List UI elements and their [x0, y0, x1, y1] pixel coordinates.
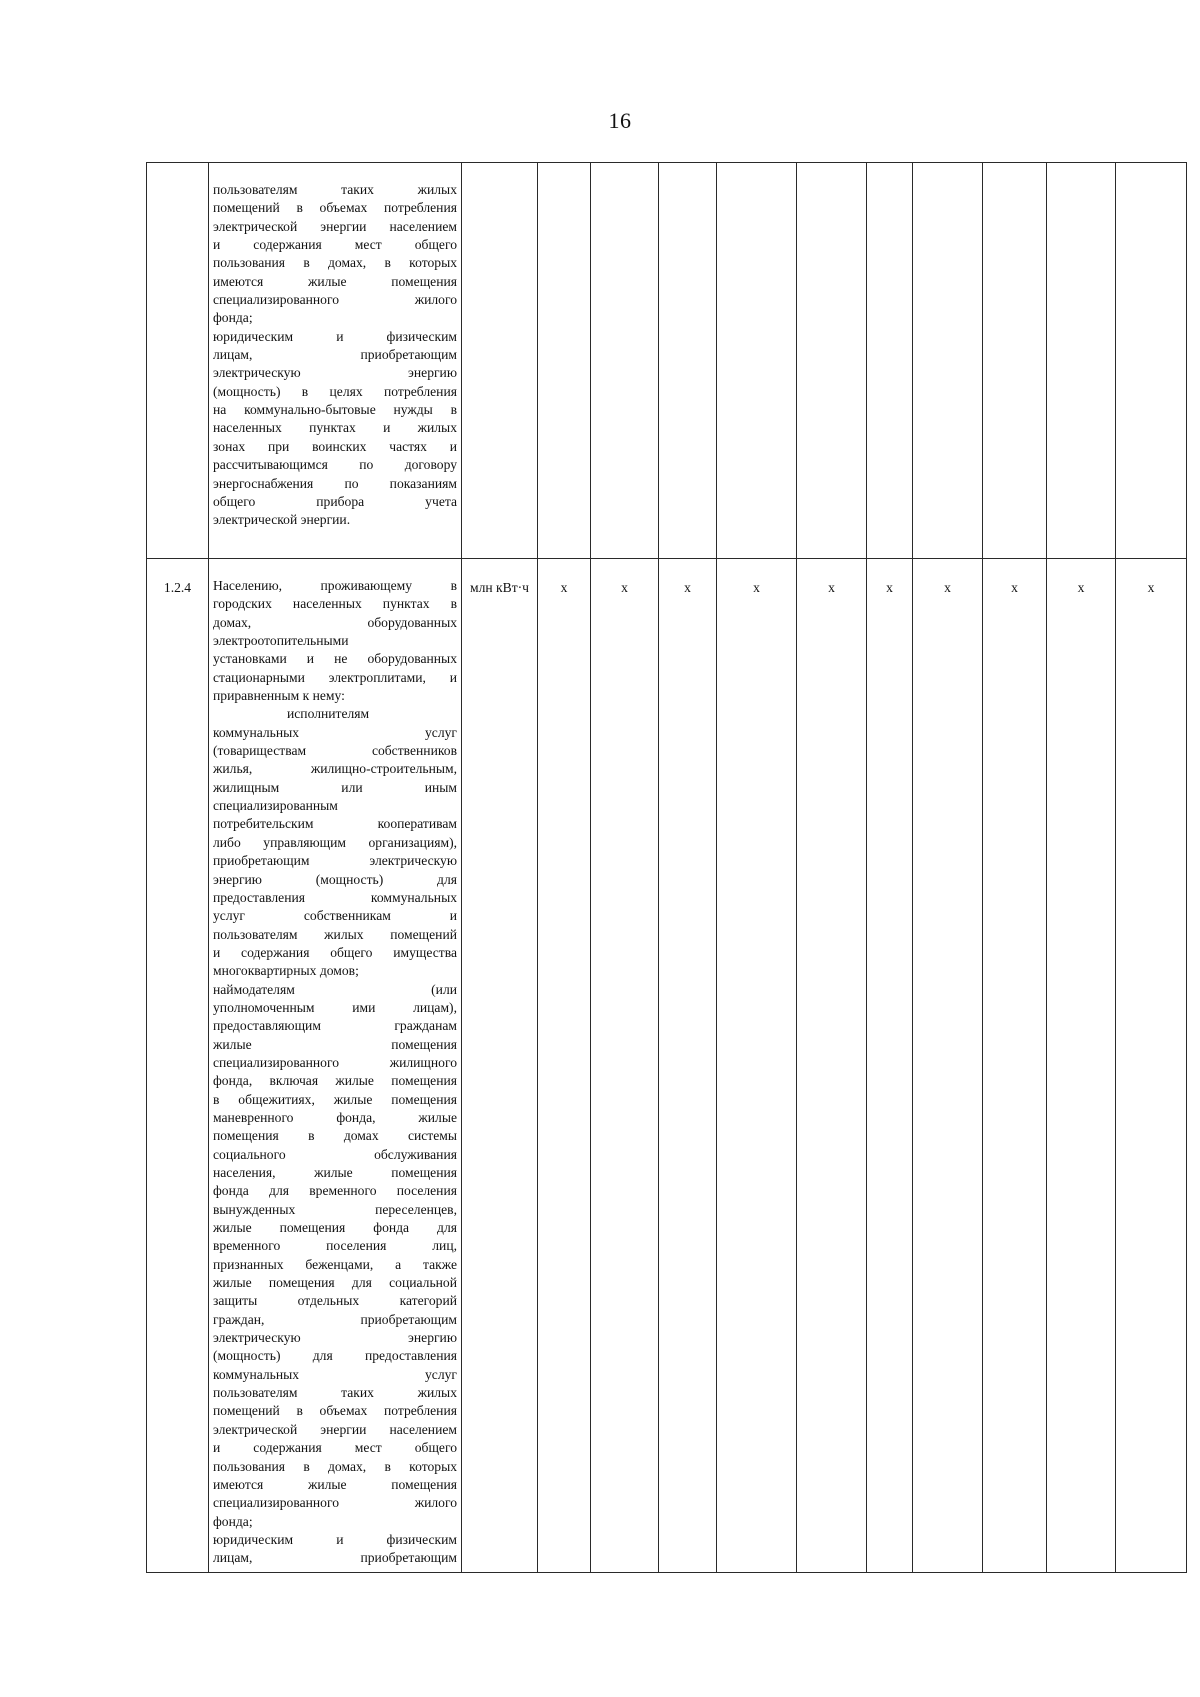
- description-line: фонда для временного поселения: [213, 1183, 457, 1199]
- description-line: защиты отдельных категорий: [213, 1293, 457, 1309]
- tariff-table: [146, 162, 1187, 1573]
- table-row: [147, 559, 1187, 1573]
- description-line: Населению, проживающему в: [213, 578, 457, 593]
- value-cell: [983, 163, 1047, 559]
- row-number-cell: 1.2.4: [147, 559, 209, 1573]
- unit-cell: млн кВт·ч: [462, 559, 538, 1573]
- page-number: 16: [608, 108, 632, 133]
- description-line: специализированного жилищного: [213, 1054, 457, 1070]
- description-cell: [209, 559, 462, 1573]
- description-line: жилые помещения: [213, 1036, 457, 1052]
- description-line: энергию (мощность) для: [213, 871, 457, 887]
- value-cell: х: [1047, 559, 1116, 1573]
- description-line: специализированным: [213, 798, 338, 814]
- description-line: юридическим и физическим: [213, 328, 457, 344]
- description-line: электрической энергии населением: [213, 218, 457, 234]
- description-line: приобретающим электрическую: [213, 853, 457, 869]
- description-line: жилья, жилищно-строительным,: [213, 761, 457, 777]
- description-line: предоставления коммунальных: [213, 889, 457, 905]
- value-cell: [717, 163, 797, 559]
- value-cell: х: [659, 559, 717, 1573]
- description-line: установками и не оборудованных: [213, 651, 457, 667]
- description-line: стационарными электроплитами, и: [213, 669, 457, 685]
- description-line: социального обслуживания: [213, 1146, 457, 1162]
- description-line: энергоснабжения по показаниям: [213, 475, 457, 491]
- row-number-cell: [147, 163, 209, 559]
- description-line: городских населенных пунктах в: [213, 596, 457, 612]
- description-line: имеются жилые помещения: [213, 273, 457, 289]
- table-row: [147, 163, 1187, 559]
- value-cell: [1116, 163, 1187, 559]
- description-line: исполнителям: [287, 706, 370, 722]
- description-line: лицам, приобретающим: [213, 1550, 457, 1566]
- description-line: услуг собственникам и: [213, 908, 457, 924]
- description-line: и содержания мест общего: [213, 237, 457, 253]
- description-line: помещений в объемах потребления: [213, 1403, 457, 1419]
- value-cell: х: [983, 559, 1047, 1573]
- value-cell: х: [591, 559, 659, 1573]
- value-cell: [913, 163, 983, 559]
- description-line: признанных беженцами, а также: [213, 1256, 457, 1272]
- description-line: и содержания общего имущества: [213, 944, 457, 960]
- description-line: приравненным к нему:: [213, 688, 345, 704]
- description-line: электрической энергии населением: [213, 1421, 457, 1437]
- description-line: населенных пунктах и жилых: [213, 420, 457, 436]
- description-line: либо управляющим организациям),: [213, 834, 457, 850]
- description-line: фонда;: [213, 1513, 253, 1529]
- description-line: на коммунально-бытовые нужды в: [213, 402, 457, 418]
- description-line: общего прибора учета: [213, 493, 457, 509]
- value-cell: х: [913, 559, 983, 1573]
- description-line: пользователям жилых помещений: [213, 926, 457, 942]
- description-line: предоставляющим гражданам: [213, 1018, 457, 1034]
- description-line: помещений в объемах потребления: [213, 200, 457, 216]
- value-cell: х: [797, 559, 867, 1573]
- description-line: пользования в домах, в которых: [213, 1458, 457, 1474]
- description-line: электрическую энергию: [213, 1330, 457, 1346]
- description-line: помещения в домах системы: [213, 1128, 457, 1144]
- description-line: пользования в домах, в которых: [213, 255, 457, 271]
- value-cell: [1047, 163, 1116, 559]
- description-line: потребительским кооперативам: [213, 816, 457, 832]
- description-line: электрическую энергию: [213, 365, 457, 381]
- description-line: временного поселения лиц,: [213, 1238, 457, 1254]
- description-line: фонда, включая жилые помещения: [213, 1073, 457, 1089]
- description-line: пользователям таких жилых: [213, 1385, 457, 1401]
- description-line: имеются жилые помещения: [213, 1476, 457, 1492]
- description-line: наймодателям (или: [213, 981, 457, 997]
- description-line: электроотопительными: [213, 633, 349, 649]
- value-cell: [591, 163, 659, 559]
- description-line: уполномоченным ими лицам),: [213, 999, 457, 1015]
- description-line: коммунальных услуг: [213, 1366, 457, 1382]
- description-line: жилищным или иным: [213, 779, 457, 795]
- description-line: (мощность) в целях потребления: [213, 383, 457, 399]
- description-line: лицам, приобретающим: [213, 347, 457, 363]
- value-cell: х: [717, 559, 797, 1573]
- description-line: домах, оборудованных: [213, 614, 457, 630]
- description-line: фонда;: [213, 310, 253, 326]
- description-line: специализированного жилого: [213, 1495, 457, 1511]
- description-line: (мощность) для предоставления: [213, 1348, 457, 1364]
- description-line: и содержания мест общего: [213, 1440, 457, 1456]
- description-line: многоквартирных домов;: [213, 963, 359, 979]
- value-cell: х: [1116, 559, 1187, 1573]
- value-cell: х: [867, 559, 913, 1573]
- description-line: вынужденных переселенцев,: [213, 1201, 457, 1217]
- description-line: населения, жилые помещения: [213, 1165, 457, 1180]
- description-line: в общежитиях, жилые помещения: [213, 1091, 457, 1107]
- description-line: специализированного жилого: [213, 292, 457, 308]
- description-line: граждан, приобретающим: [213, 1311, 457, 1327]
- description-cell: [209, 163, 462, 559]
- description-line: пользователям таких жилых: [213, 182, 457, 197]
- value-cell: [867, 163, 913, 559]
- description-line: маневренного фонда, жилые: [213, 1109, 457, 1125]
- description-line: электрической энергии.: [213, 512, 351, 528]
- description-line: коммунальных услуг: [213, 724, 457, 740]
- description-line: жилые помещения для социальной: [213, 1275, 457, 1291]
- unit-cell: [462, 163, 538, 559]
- description-line: зонах при воинских частях и: [213, 438, 457, 454]
- value-cell: [538, 163, 591, 559]
- value-cell: [659, 163, 717, 559]
- description-line: юридическим и физическим: [213, 1531, 457, 1547]
- description-line: рассчитывающимся по договору: [213, 457, 457, 473]
- description-line: (товариществам собственников: [213, 743, 457, 759]
- value-cell: [797, 163, 867, 559]
- description-line: жилые помещения фонда для: [213, 1220, 457, 1236]
- value-cell: х: [538, 559, 591, 1573]
